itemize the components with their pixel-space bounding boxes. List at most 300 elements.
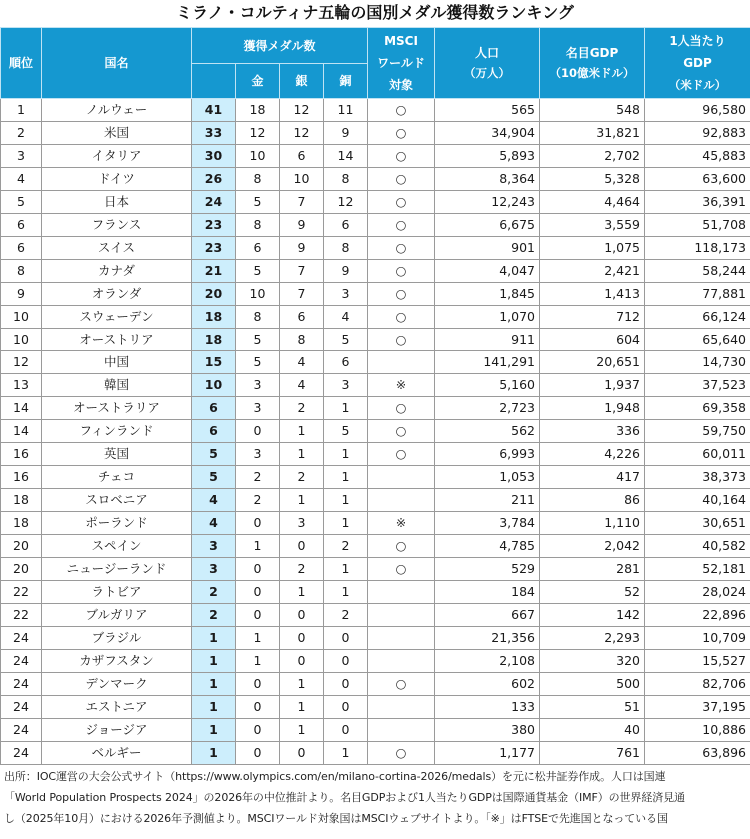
bronze-cell: 1 (324, 512, 368, 535)
msci-mark-cell: ○ (368, 259, 435, 282)
rank-cell: 8 (1, 259, 42, 282)
per-capita-gdp-cell: 69,358 (645, 397, 750, 420)
header-gdp-unit: （10億米ドル） (549, 66, 635, 80)
per-capita-gdp-cell: 40,582 (645, 535, 750, 558)
gdp-cell: 761 (540, 741, 645, 764)
rank-cell: 24 (1, 649, 42, 672)
silver-cell: 12 (280, 99, 324, 122)
country-cell: ノルウェー (42, 99, 192, 122)
bronze-cell: 1 (324, 558, 368, 581)
table-row (1, 351, 750, 374)
table-row (1, 374, 750, 397)
gdp-cell: 3,559 (540, 213, 645, 236)
header-gdp (540, 28, 645, 99)
gdp-cell: 320 (540, 649, 645, 672)
bronze-cell: 5 (324, 328, 368, 351)
silver-cell: 6 (280, 305, 324, 328)
msci-mark-cell: ○ (368, 99, 435, 122)
population-cell: 4,047 (435, 259, 540, 282)
bronze-cell: 0 (324, 672, 368, 695)
header-silver: 銀 (280, 64, 324, 99)
rank-cell: 14 (1, 397, 42, 420)
population-cell: 562 (435, 420, 540, 443)
header-gdp-label: 名目GDP (565, 46, 619, 60)
country-cell: ブラジル (42, 626, 192, 649)
gold-cell: 1 (236, 535, 280, 558)
table-row (1, 535, 750, 558)
bronze-cell: 14 (324, 144, 368, 167)
rank-cell: 20 (1, 558, 42, 581)
gold-cell: 3 (236, 397, 280, 420)
rank-cell: 22 (1, 581, 42, 604)
msci-mark-cell: ○ (368, 420, 435, 443)
gold-cell: 10 (236, 144, 280, 167)
total-medals-cell: 1 (192, 672, 236, 695)
country-cell: エストニア (42, 695, 192, 718)
bronze-cell: 0 (324, 649, 368, 672)
gold-cell: 1 (236, 649, 280, 672)
silver-cell: 1 (280, 695, 324, 718)
table-row (1, 695, 750, 718)
gdp-cell: 712 (540, 305, 645, 328)
silver-cell: 1 (280, 718, 324, 741)
population-cell: 34,904 (435, 121, 540, 144)
msci-mark-cell (368, 466, 435, 489)
silver-cell: 1 (280, 420, 324, 443)
table-row (1, 489, 750, 512)
per-capita-gdp-cell: 30,651 (645, 512, 750, 535)
gold-cell: 0 (236, 672, 280, 695)
table-row (1, 443, 750, 466)
gold-cell: 5 (236, 259, 280, 282)
population-cell: 529 (435, 558, 540, 581)
gold-cell: 2 (236, 489, 280, 512)
header-per-capita-line2: GDP (683, 56, 712, 70)
gold-cell: 0 (236, 603, 280, 626)
msci-mark-cell: ※ (368, 512, 435, 535)
total-medals-cell: 4 (192, 489, 236, 512)
silver-cell: 12 (280, 121, 324, 144)
bronze-cell: 3 (324, 374, 368, 397)
bronze-cell: 6 (324, 213, 368, 236)
msci-mark-cell (368, 351, 435, 374)
header-per-capita-unit: （米ドル） (668, 78, 727, 92)
population-cell: 602 (435, 672, 540, 695)
msci-mark-cell: ○ (368, 236, 435, 259)
rank-cell: 16 (1, 443, 42, 466)
msci-mark-cell: ○ (368, 328, 435, 351)
silver-cell: 4 (280, 374, 324, 397)
bronze-cell: 11 (324, 99, 368, 122)
table-row (1, 626, 750, 649)
gdp-cell: 86 (540, 489, 645, 512)
rank-cell: 1 (1, 99, 42, 122)
bronze-cell: 0 (324, 626, 368, 649)
gdp-cell: 2,293 (540, 626, 645, 649)
total-medals-cell: 10 (192, 374, 236, 397)
msci-mark-cell: ○ (368, 558, 435, 581)
country-cell: スペイン (42, 535, 192, 558)
silver-cell: 8 (280, 328, 324, 351)
population-cell: 21,356 (435, 626, 540, 649)
gdp-cell: 500 (540, 672, 645, 695)
silver-cell: 3 (280, 512, 324, 535)
silver-cell: 2 (280, 466, 324, 489)
gdp-cell: 1,110 (540, 512, 645, 535)
bronze-cell: 2 (324, 603, 368, 626)
gdp-cell: 604 (540, 328, 645, 351)
msci-mark-cell: ※ (368, 374, 435, 397)
header-medals-group: 獲得メダル数 (192, 28, 368, 64)
gold-cell: 0 (236, 718, 280, 741)
rank-cell: 24 (1, 695, 42, 718)
rank-cell: 6 (1, 213, 42, 236)
country-cell: スロベニア (42, 489, 192, 512)
total-medals-cell: 33 (192, 121, 236, 144)
table-row (1, 190, 750, 213)
msci-mark-cell (368, 489, 435, 512)
country-cell: チェコ (42, 466, 192, 489)
footnote-line-2: 「World Population Prospects 2024」の2026年の中位推計より。名目GDPおよび1人当たりGDPは国際通貨基金（IMF）の世界経済見通 (4, 791, 685, 804)
msci-mark-cell (368, 581, 435, 604)
msci-mark-cell: ○ (368, 121, 435, 144)
country-cell: ニュージーランド (42, 558, 192, 581)
table-row (1, 420, 750, 443)
gold-cell: 8 (236, 305, 280, 328)
population-cell: 1,845 (435, 282, 540, 305)
per-capita-gdp-cell: 92,883 (645, 121, 750, 144)
table-row (1, 236, 750, 259)
bronze-cell: 6 (324, 351, 368, 374)
header-per-capita-gdp (645, 28, 750, 99)
country-cell: イタリア (42, 144, 192, 167)
silver-cell: 9 (280, 213, 324, 236)
footnote-line-3: し（2025年10月）における2026年予測値より。MSCIワールド対象国はMSCIウェブサイトより。「※」はFTSEで先進国となっている国 (4, 812, 668, 825)
gold-cell: 0 (236, 558, 280, 581)
header-gold: 金 (236, 64, 280, 99)
gold-cell: 12 (236, 121, 280, 144)
silver-cell: 1 (280, 489, 324, 512)
gdp-cell: 548 (540, 99, 645, 122)
population-cell: 667 (435, 603, 540, 626)
rank-cell: 12 (1, 351, 42, 374)
silver-cell: 1 (280, 443, 324, 466)
rank-cell: 6 (1, 236, 42, 259)
rank-cell: 13 (1, 374, 42, 397)
msci-mark-cell: ○ (368, 213, 435, 236)
header-msci-line2: ワールド (377, 56, 425, 70)
country-cell: オーストリア (42, 328, 192, 351)
gdp-cell: 4,464 (540, 190, 645, 213)
table-row (1, 167, 750, 190)
country-cell: オーストラリア (42, 397, 192, 420)
bronze-cell: 9 (324, 121, 368, 144)
gold-cell: 5 (236, 351, 280, 374)
country-cell: 中国 (42, 351, 192, 374)
gold-cell: 2 (236, 466, 280, 489)
per-capita-gdp-cell: 82,706 (645, 672, 750, 695)
msci-mark-cell: ○ (368, 672, 435, 695)
total-medals-cell: 6 (192, 397, 236, 420)
msci-mark-cell: ○ (368, 741, 435, 764)
per-capita-gdp-cell: 10,886 (645, 718, 750, 741)
table-row (1, 259, 750, 282)
msci-mark-cell: ○ (368, 167, 435, 190)
country-cell: ベルギー (42, 741, 192, 764)
population-cell: 1,177 (435, 741, 540, 764)
per-capita-gdp-cell: 51,708 (645, 213, 750, 236)
country-cell: 米国 (42, 121, 192, 144)
header-msci-line1: MSCI (384, 34, 418, 48)
bronze-cell: 1 (324, 581, 368, 604)
bronze-cell: 0 (324, 695, 368, 718)
table-row (1, 649, 750, 672)
gold-cell: 0 (236, 420, 280, 443)
rank-cell: 5 (1, 190, 42, 213)
silver-cell: 2 (280, 558, 324, 581)
country-cell: ポーランド (42, 512, 192, 535)
bronze-cell: 0 (324, 718, 368, 741)
table-row (1, 144, 750, 167)
country-cell: カザフスタン (42, 649, 192, 672)
gdp-cell: 1,075 (540, 236, 645, 259)
table-row (1, 282, 750, 305)
bronze-cell: 8 (324, 236, 368, 259)
gdp-cell: 281 (540, 558, 645, 581)
rank-cell: 20 (1, 535, 42, 558)
bronze-cell: 1 (324, 741, 368, 764)
population-cell: 2,723 (435, 397, 540, 420)
gdp-cell: 417 (540, 466, 645, 489)
header-msci (368, 28, 435, 99)
rank-cell: 10 (1, 328, 42, 351)
per-capita-gdp-cell: 52,181 (645, 558, 750, 581)
total-medals-cell: 18 (192, 305, 236, 328)
silver-cell: 0 (280, 649, 324, 672)
country-cell: オランダ (42, 282, 192, 305)
population-cell: 12,243 (435, 190, 540, 213)
table-header-row-1 (1, 28, 750, 64)
total-medals-cell: 30 (192, 144, 236, 167)
rank-cell: 22 (1, 603, 42, 626)
gold-cell: 3 (236, 374, 280, 397)
source-footnote (4, 766, 750, 829)
total-medals-cell: 3 (192, 558, 236, 581)
msci-mark-cell (368, 695, 435, 718)
table-row (1, 121, 750, 144)
per-capita-gdp-cell: 15,527 (645, 649, 750, 672)
total-medals-cell: 18 (192, 328, 236, 351)
population-cell: 911 (435, 328, 540, 351)
per-capita-gdp-cell: 66,124 (645, 305, 750, 328)
silver-cell: 4 (280, 351, 324, 374)
msci-mark-cell (368, 626, 435, 649)
per-capita-gdp-cell: 60,011 (645, 443, 750, 466)
population-cell: 211 (435, 489, 540, 512)
gdp-cell: 4,226 (540, 443, 645, 466)
per-capita-gdp-cell: 96,580 (645, 99, 750, 122)
total-medals-cell: 1 (192, 649, 236, 672)
msci-mark-cell: ○ (368, 397, 435, 420)
msci-mark-cell: ○ (368, 535, 435, 558)
gdp-cell: 142 (540, 603, 645, 626)
bronze-cell: 5 (324, 420, 368, 443)
rank-cell: 4 (1, 167, 42, 190)
msci-mark-cell (368, 649, 435, 672)
country-cell: フランス (42, 213, 192, 236)
gdp-cell: 1,937 (540, 374, 645, 397)
rank-cell: 2 (1, 121, 42, 144)
header-population (435, 28, 540, 99)
table-row (1, 512, 750, 535)
per-capita-gdp-cell: 37,523 (645, 374, 750, 397)
table-row (1, 99, 750, 122)
rank-cell: 16 (1, 466, 42, 489)
per-capita-gdp-cell: 63,600 (645, 167, 750, 190)
population-cell: 133 (435, 695, 540, 718)
population-cell: 6,993 (435, 443, 540, 466)
gdp-cell: 2,702 (540, 144, 645, 167)
total-medals-cell: 24 (192, 190, 236, 213)
msci-mark-cell: ○ (368, 144, 435, 167)
population-cell: 184 (435, 581, 540, 604)
rank-cell: 14 (1, 420, 42, 443)
per-capita-gdp-cell: 77,881 (645, 282, 750, 305)
bronze-cell: 3 (324, 282, 368, 305)
country-cell: スウェーデン (42, 305, 192, 328)
country-cell: ジョージア (42, 718, 192, 741)
total-medals-cell: 5 (192, 443, 236, 466)
medal-ranking-table (0, 27, 750, 765)
gdp-cell: 20,651 (540, 351, 645, 374)
total-medals-cell: 4 (192, 512, 236, 535)
total-medals-cell: 26 (192, 167, 236, 190)
table-row (1, 305, 750, 328)
rank-cell: 10 (1, 305, 42, 328)
silver-cell: 7 (280, 282, 324, 305)
per-capita-gdp-cell: 36,391 (645, 190, 750, 213)
silver-cell: 0 (280, 626, 324, 649)
bronze-cell: 2 (324, 535, 368, 558)
bronze-cell: 12 (324, 190, 368, 213)
gdp-cell: 1,948 (540, 397, 645, 420)
country-cell: ラトビア (42, 581, 192, 604)
table-row (1, 558, 750, 581)
rank-cell: 24 (1, 741, 42, 764)
total-medals-cell: 20 (192, 282, 236, 305)
gold-cell: 5 (236, 328, 280, 351)
header-per-capita-line1: 1人当たり (669, 34, 726, 48)
bronze-cell: 8 (324, 167, 368, 190)
footnote-line-1: 出所：IOC運営の大会公式サイト（https://www.olympics.com/en/milano-cortina-2026/medals）を元に松井証券作成。人口は国連 (4, 770, 666, 783)
per-capita-gdp-cell: 37,195 (645, 695, 750, 718)
total-medals-cell: 5 (192, 466, 236, 489)
population-cell: 1,070 (435, 305, 540, 328)
gold-cell: 1 (236, 626, 280, 649)
country-cell: スイス (42, 236, 192, 259)
silver-cell: 0 (280, 535, 324, 558)
total-medals-cell: 15 (192, 351, 236, 374)
msci-mark-cell: ○ (368, 443, 435, 466)
gold-cell: 18 (236, 99, 280, 122)
total-medals-cell: 3 (192, 535, 236, 558)
total-medals-cell: 1 (192, 741, 236, 764)
population-cell: 565 (435, 99, 540, 122)
header-total-blank (192, 64, 236, 99)
per-capita-gdp-cell: 58,244 (645, 259, 750, 282)
country-cell: デンマーク (42, 672, 192, 695)
rank-cell: 18 (1, 512, 42, 535)
population-cell: 2,108 (435, 649, 540, 672)
header-msci-line3: 対象 (389, 78, 414, 92)
per-capita-gdp-cell: 38,373 (645, 466, 750, 489)
silver-cell: 7 (280, 190, 324, 213)
per-capita-gdp-cell: 40,164 (645, 489, 750, 512)
gold-cell: 3 (236, 443, 280, 466)
country-cell: カナダ (42, 259, 192, 282)
rank-cell: 18 (1, 489, 42, 512)
population-cell: 8,364 (435, 167, 540, 190)
silver-cell: 7 (280, 259, 324, 282)
population-cell: 141,291 (435, 351, 540, 374)
page-title: ミラノ・コルティナ五輪の国別メダル獲得数ランキング (176, 3, 574, 22)
population-cell: 6,675 (435, 213, 540, 236)
bronze-cell: 9 (324, 259, 368, 282)
silver-cell: 2 (280, 397, 324, 420)
bronze-cell: 4 (324, 305, 368, 328)
silver-cell: 0 (280, 741, 324, 764)
population-cell: 3,784 (435, 512, 540, 535)
population-cell: 4,785 (435, 535, 540, 558)
msci-mark-cell (368, 718, 435, 741)
population-cell: 5,893 (435, 144, 540, 167)
gdp-cell: 336 (540, 420, 645, 443)
table-row (1, 581, 750, 604)
silver-cell: 0 (280, 603, 324, 626)
population-cell: 380 (435, 718, 540, 741)
msci-mark-cell: ○ (368, 305, 435, 328)
rank-cell: 3 (1, 144, 42, 167)
silver-cell: 1 (280, 672, 324, 695)
total-medals-cell: 23 (192, 213, 236, 236)
per-capita-gdp-cell: 22,896 (645, 603, 750, 626)
gdp-cell: 5,328 (540, 167, 645, 190)
country-cell: ブルガリア (42, 603, 192, 626)
table-row (1, 718, 750, 741)
table-row (1, 213, 750, 236)
bronze-cell: 1 (324, 466, 368, 489)
gold-cell: 0 (236, 512, 280, 535)
gdp-cell: 52 (540, 581, 645, 604)
bronze-cell: 1 (324, 443, 368, 466)
gold-cell: 0 (236, 695, 280, 718)
total-medals-cell: 2 (192, 603, 236, 626)
silver-cell: 10 (280, 167, 324, 190)
table-row (1, 397, 750, 420)
per-capita-gdp-cell: 28,024 (645, 581, 750, 604)
total-medals-cell: 2 (192, 581, 236, 604)
gold-cell: 5 (236, 190, 280, 213)
header-country: 国名 (42, 28, 192, 99)
country-cell: 英国 (42, 443, 192, 466)
silver-cell: 6 (280, 144, 324, 167)
gold-cell: 0 (236, 581, 280, 604)
gdp-cell: 31,821 (540, 121, 645, 144)
gdp-cell: 40 (540, 718, 645, 741)
table-row (1, 672, 750, 695)
msci-mark-cell (368, 603, 435, 626)
table-row (1, 466, 750, 489)
